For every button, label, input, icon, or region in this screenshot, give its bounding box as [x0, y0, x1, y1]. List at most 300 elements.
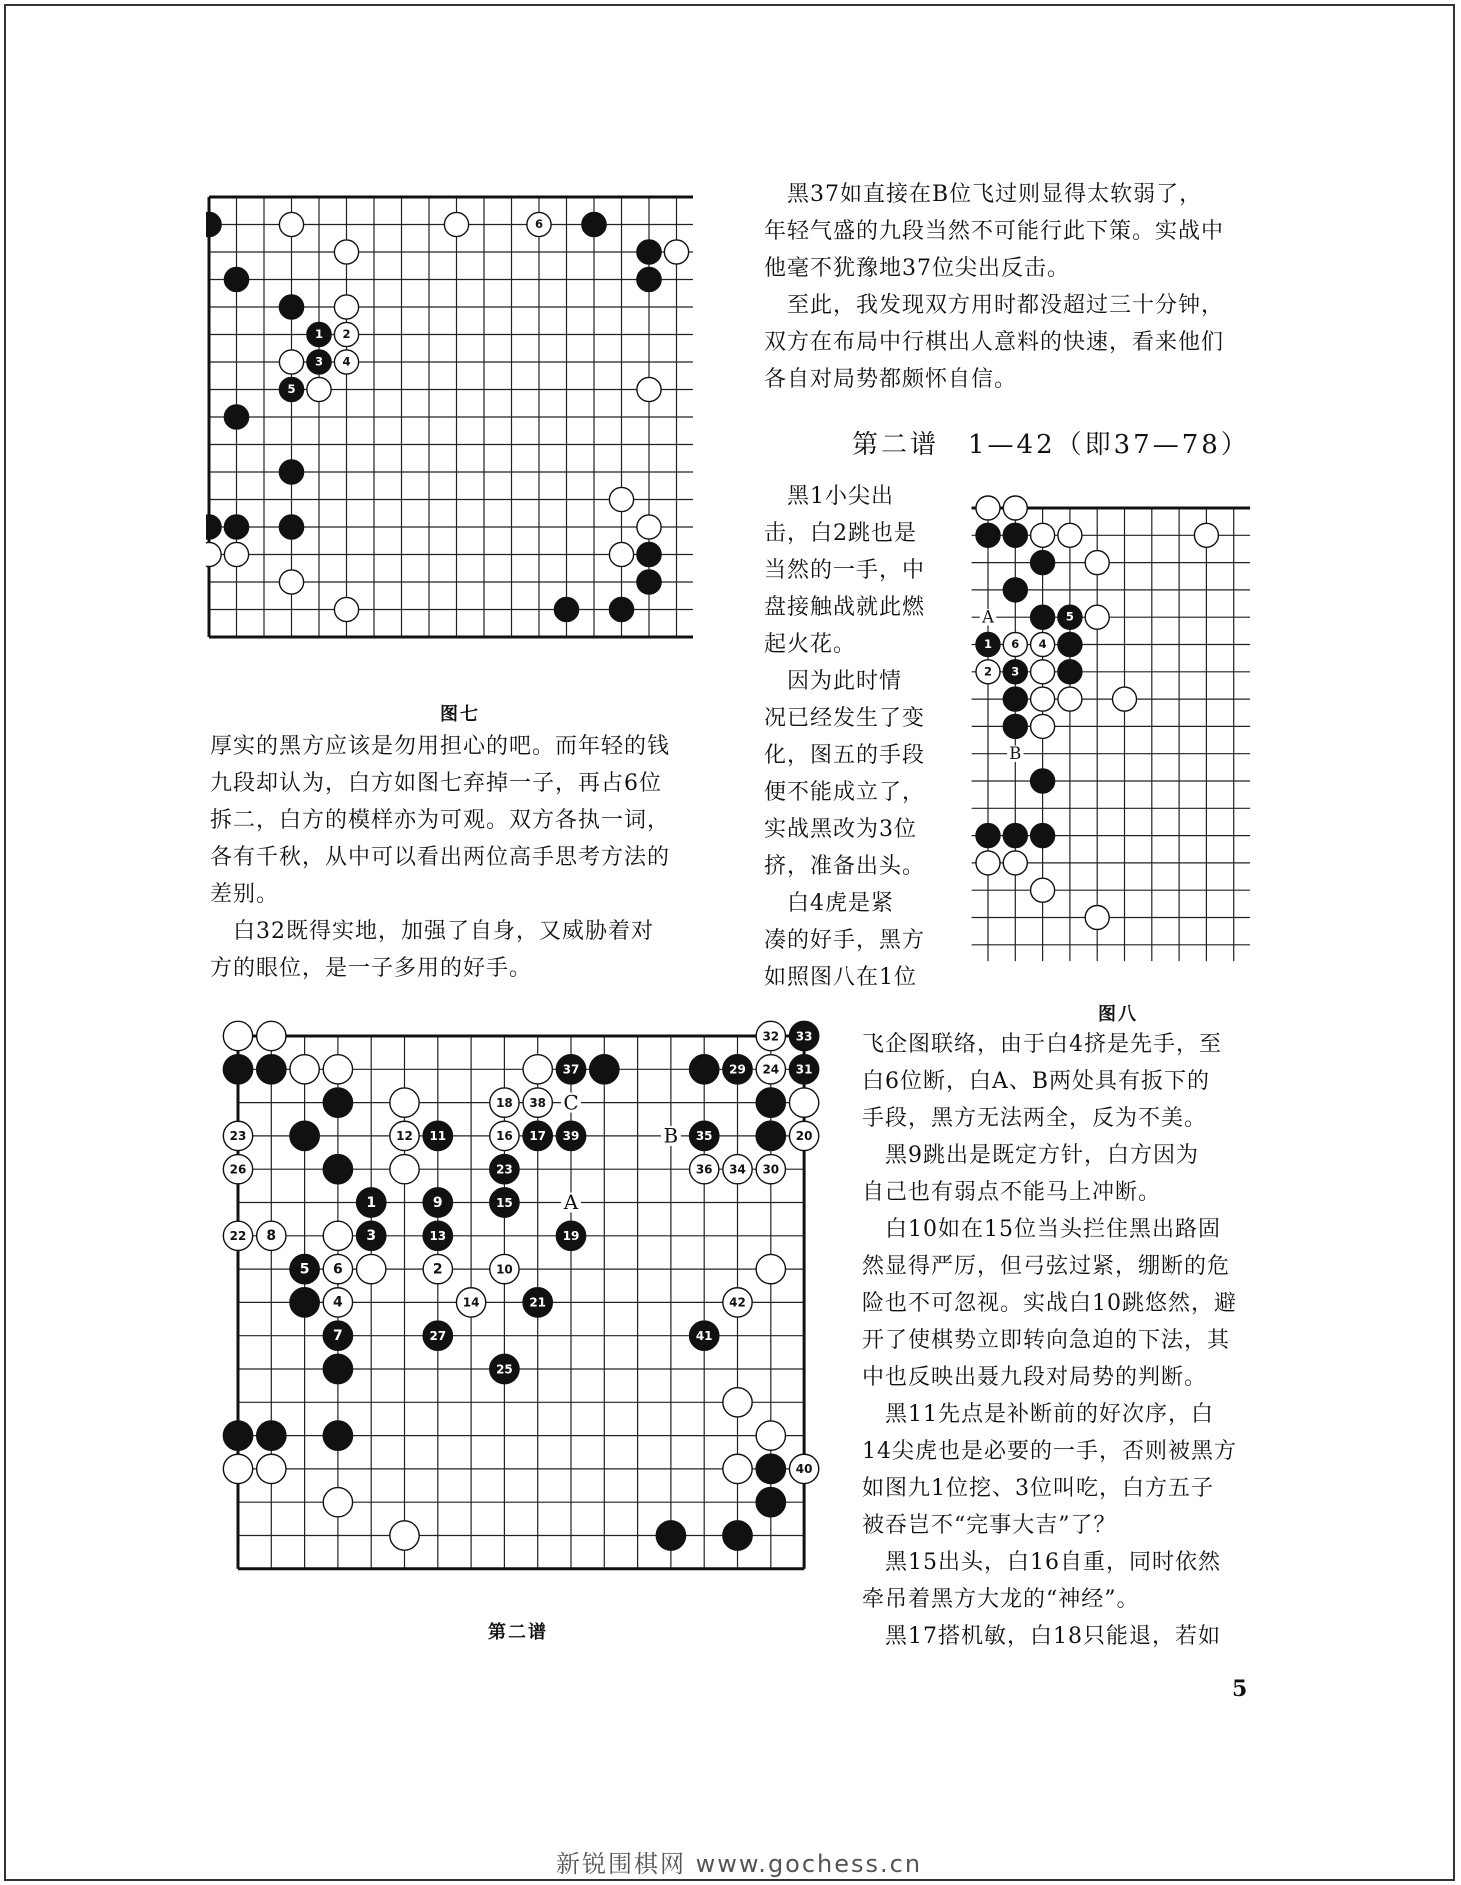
bottom-right-text-line: 14尖虎也是必要的一手，否则被黑方 [862, 1439, 1237, 1464]
move-number: 10 [496, 1262, 513, 1277]
bottom-right-text-line: 白6位断，白A、B两处具有扳下的 [862, 1069, 1211, 1094]
move-number: 7 [333, 1328, 343, 1345]
white-stone [223, 1021, 252, 1050]
black-stone [423, 1221, 452, 1250]
white-stone [723, 1288, 752, 1317]
mid-text-line: 黑1小尖出 [764, 484, 894, 509]
white-stone-disc [334, 295, 358, 319]
white-stone-disc [1031, 714, 1055, 738]
white-stone-disc [1085, 551, 1109, 575]
black-stone-disc [323, 1421, 352, 1450]
watermark: 新锐围棋网 www.gochess.cn [556, 1850, 923, 1878]
move-number: 42 [729, 1295, 746, 1310]
black-stone [1003, 824, 1027, 848]
black-stone [490, 1155, 519, 1184]
bottom-right-text-block [862, 1026, 1237, 1655]
white-stone [1003, 496, 1027, 520]
white-stone-disc [609, 487, 633, 511]
black-stone [637, 542, 661, 566]
white-stone [490, 1121, 519, 1150]
white-stone-disc [1058, 687, 1082, 711]
white-stone [223, 1155, 252, 1184]
page-number: 5 [1232, 1676, 1248, 1702]
white-stone [390, 1121, 419, 1150]
black-stone-disc [279, 515, 303, 539]
mid-text-line: 便不能成立了， [764, 780, 926, 805]
white-stone-disc [279, 350, 303, 374]
move-number: 2 [342, 327, 351, 342]
bottom-right-text-line: 黑17搭机敏，白18只能退，若如 [862, 1624, 1221, 1649]
black-stone [279, 460, 303, 484]
white-stone-disc [206, 542, 221, 566]
black-stone [279, 515, 303, 539]
white-stone [609, 542, 633, 566]
figure8-board [960, 486, 1260, 986]
white-stone [334, 322, 358, 346]
mid-text-line: 白4虎是紧 [764, 891, 894, 916]
move-number: 2 [984, 664, 992, 679]
white-stone [637, 377, 661, 401]
black-stone-disc [1058, 660, 1082, 684]
bottom-right-text-line: 被吞岂不“完事大吉”了？ [862, 1513, 1117, 1538]
black-stone-disc [976, 523, 1000, 547]
white-stone-disc [789, 1088, 818, 1117]
black-stone-disc [554, 597, 578, 621]
black-stone [756, 1454, 785, 1483]
white-stone [609, 487, 633, 511]
white-stone-disc [756, 1421, 785, 1450]
move-number: 8 [266, 1228, 277, 1245]
white-stone [723, 1155, 752, 1184]
black-stone-disc [257, 1421, 286, 1450]
white-stone [279, 570, 303, 594]
black-stone [223, 1055, 252, 1084]
black-stone-disc [1031, 551, 1055, 575]
white-stone-disc [637, 377, 661, 401]
black-stone-disc [637, 570, 661, 594]
black-stone [976, 523, 1000, 547]
top-right-text-line: 至此，我发现双方用时都没超过三十分钟， [764, 293, 1225, 318]
left-text-line: 方的眼位，是一子多用的好手。 [210, 956, 533, 981]
bottom-right-text-line: 白10如在15位当头拦住黑出路固 [862, 1217, 1221, 1242]
white-stone-disc [756, 1254, 785, 1283]
black-stone-disc [290, 1288, 319, 1317]
bottom-right-text-line: 牵吊着黑方大龙的“神经”。 [862, 1587, 1140, 1612]
black-stone [206, 515, 221, 539]
move-number: 33 [795, 1029, 813, 1044]
white-stone [334, 240, 358, 264]
point-letter-mark: A [563, 1190, 579, 1215]
white-stone [1194, 523, 1218, 547]
white-stone [390, 1155, 419, 1184]
move-number: 16 [496, 1129, 513, 1144]
mid-text-line: 起火花。 [764, 632, 857, 657]
left-text-line: 各有千秋，从中可以看出两位高手思考方法的 [210, 845, 671, 870]
white-stone [1031, 632, 1055, 656]
white-stone-disc [1003, 496, 1027, 520]
black-stone [582, 212, 606, 236]
move-number: 3 [314, 354, 324, 369]
white-stone [1031, 687, 1055, 711]
mid-text-line: 当然的一手，中 [764, 558, 926, 583]
white-stone-disc [976, 496, 1000, 520]
white-stone [756, 1021, 785, 1050]
black-stone [1031, 551, 1055, 575]
bottom-right-text-line: 自己也有弱点不能马上冲断。 [862, 1180, 1162, 1205]
move-number: 11 [429, 1129, 447, 1144]
black-stone-disc [323, 1354, 352, 1383]
white-stone-disc [323, 1488, 352, 1517]
left-text-line: 厚实的黑方应该是勿用担心的吧。而年轻的钱 [210, 734, 671, 759]
black-stone-disc [637, 542, 661, 566]
black-stone-disc [756, 1454, 785, 1483]
white-stone [290, 1055, 319, 1084]
white-stone-disc [664, 240, 688, 264]
top-right-text-line: 各自对局势都颇怀自信。 [764, 367, 1018, 392]
black-stone [1058, 660, 1082, 684]
black-stone [1003, 714, 1027, 738]
black-stone-disc [223, 1421, 252, 1450]
white-stone [1112, 687, 1136, 711]
white-stone [323, 1488, 352, 1517]
point-letter-mark: B [1009, 744, 1022, 764]
move-number: 20 [795, 1129, 813, 1144]
black-stone [357, 1221, 386, 1250]
black-stone-disc [637, 267, 661, 291]
white-stone [257, 1454, 286, 1483]
white-stone-disc [1003, 851, 1027, 875]
black-stone [723, 1521, 752, 1550]
black-stone-disc [279, 295, 303, 319]
move-number: 4 [1038, 637, 1047, 652]
white-stone [323, 1254, 352, 1283]
white-stone-disc [390, 1088, 419, 1117]
move-number: 23 [229, 1129, 247, 1144]
black-stone [1058, 605, 1082, 629]
move-number: 39 [562, 1129, 580, 1144]
black-stone [690, 1121, 719, 1150]
move-number: 18 [496, 1095, 513, 1110]
move-number: 4 [342, 354, 351, 369]
bottom-right-text-line: 飞企图联络，由于白4挤是先手，至 [862, 1032, 1222, 1057]
white-stone [976, 496, 1000, 520]
move-number: 25 [496, 1362, 513, 1377]
black-stone [523, 1288, 552, 1317]
white-stone [723, 1454, 752, 1483]
black-stone-disc [723, 1521, 752, 1550]
move-number: 34 [729, 1162, 746, 1177]
white-stone [523, 1088, 552, 1117]
black-stone-disc [1003, 714, 1027, 738]
white-stone-disc [279, 212, 303, 236]
black-stone [556, 1121, 585, 1150]
black-stone-disc [582, 212, 606, 236]
white-stone-disc [257, 1021, 286, 1050]
top-right-text-block [764, 176, 1224, 398]
white-stone [490, 1088, 519, 1117]
move-number: 13 [429, 1229, 447, 1244]
mid-text-line: 因为此时情 [764, 669, 903, 694]
black-stone-disc [756, 1121, 785, 1150]
move-number: 27 [429, 1329, 447, 1344]
black-stone [224, 515, 248, 539]
black-stone [756, 1088, 785, 1117]
black-stone [723, 1055, 752, 1084]
black-stone [257, 1421, 286, 1450]
white-stone [456, 1288, 485, 1317]
white-stone-disc [290, 1055, 319, 1084]
white-stone-disc [323, 1221, 352, 1250]
black-stone [1031, 605, 1055, 629]
white-stone-disc [307, 377, 331, 401]
black-stone [690, 1321, 719, 1350]
white-stone [976, 660, 1000, 684]
black-stone [637, 240, 661, 264]
white-stone [1003, 632, 1027, 656]
white-stone-disc [334, 240, 358, 264]
white-stone [1085, 905, 1109, 929]
white-stone-disc [357, 1254, 386, 1283]
black-stone [323, 1088, 352, 1117]
black-stone [423, 1321, 452, 1350]
black-stone [609, 597, 633, 621]
white-stone [323, 1288, 352, 1317]
white-stone [789, 1121, 818, 1150]
black-stone [1031, 824, 1055, 848]
top-right-text-line: 他毫不犹豫地37位尖出反击。 [764, 256, 1070, 281]
black-stone-disc [1003, 687, 1027, 711]
move-number: 17 [529, 1129, 547, 1144]
white-stone-disc [1085, 605, 1109, 629]
black-stone-disc [656, 1521, 685, 1550]
black-stone-disc [1031, 605, 1055, 629]
black-stone-disc [323, 1088, 352, 1117]
left-text-line: 拆二，白方的模样亦为可观。双方各执一词， [210, 808, 671, 833]
move-number: 24 [762, 1062, 780, 1077]
move-number: 2 [432, 1261, 443, 1278]
move-number: 1 [314, 327, 324, 342]
move-number: 15 [496, 1195, 513, 1210]
black-stone-disc [224, 515, 248, 539]
white-stone [423, 1254, 452, 1283]
move-number: 29 [729, 1062, 746, 1077]
black-stone-disc [323, 1155, 352, 1184]
white-stone [756, 1155, 785, 1184]
left-text-line: 白32既得实地，加强了自身，又威胁着对 [210, 919, 654, 944]
white-stone [1003, 851, 1027, 875]
black-stone [556, 1221, 585, 1250]
white-stone [637, 515, 661, 539]
move-number: 3 [366, 1228, 377, 1245]
move-number: 5 [1065, 609, 1074, 624]
black-stone [290, 1288, 319, 1317]
white-stone-disc [224, 542, 248, 566]
black-stone [656, 1521, 685, 1550]
white-stone [756, 1421, 785, 1450]
move-number: 21 [529, 1295, 547, 1310]
black-stone-disc [976, 824, 1000, 848]
black-stone-disc [1003, 578, 1027, 602]
white-stone [976, 851, 1000, 875]
move-number: 35 [695, 1129, 713, 1144]
black-stone [637, 570, 661, 594]
white-stone [307, 377, 331, 401]
mid-text-line: 如照图八在1位 [764, 965, 917, 990]
black-stone [690, 1055, 719, 1084]
bottom-right-text-line: 然显得严厉，但弓弦过紧，绷断的危 [862, 1254, 1231, 1279]
white-stone-disc [1031, 660, 1055, 684]
move-number: 32 [762, 1029, 780, 1044]
black-stone-disc [1031, 824, 1055, 848]
move-number: 6 [534, 217, 544, 232]
black-stone [756, 1488, 785, 1517]
black-stone [323, 1354, 352, 1383]
white-stone-disc [723, 1388, 752, 1417]
black-stone [279, 295, 303, 319]
black-stone-disc [637, 240, 661, 264]
move-number: 5 [287, 382, 296, 397]
black-stone [976, 824, 1000, 848]
move-number: 1 [366, 1194, 377, 1211]
white-stone [1058, 523, 1082, 547]
white-stone-disc [279, 570, 303, 594]
black-stone [490, 1354, 519, 1383]
move-number: 37 [562, 1062, 580, 1077]
move-number: 23 [496, 1162, 513, 1177]
black-stone-disc [290, 1121, 319, 1150]
black-stone [590, 1055, 619, 1084]
white-stone [1031, 523, 1055, 547]
black-stone-disc [690, 1055, 719, 1084]
white-stone [1031, 714, 1055, 738]
white-stone-disc [334, 597, 358, 621]
white-stone [224, 542, 248, 566]
bottom-right-text-line: 手段，黑方无法两全，反为不美。 [862, 1106, 1208, 1131]
white-stone-disc [257, 1454, 286, 1483]
white-stone [1085, 605, 1109, 629]
white-stone [223, 1221, 252, 1250]
move-number: 9 [432, 1194, 443, 1211]
black-stone-disc [1058, 632, 1082, 656]
black-stone-disc [756, 1088, 785, 1117]
white-stone [1058, 687, 1082, 711]
bottom-right-text-line: 黑15出头，白16自重，同时依然 [862, 1550, 1221, 1575]
section-title: 第二谱 1—42（即37—78） [852, 430, 1250, 460]
black-stone-disc [206, 212, 221, 236]
black-stone-disc [224, 267, 248, 291]
point-letter-mark: C [563, 1090, 579, 1115]
black-stone [290, 1254, 319, 1283]
black-stone [307, 350, 331, 374]
black-stone [423, 1121, 452, 1150]
white-stone [1085, 551, 1109, 575]
bottom-right-text-line: 黑9跳出是既定方针，白方因为 [862, 1143, 1199, 1168]
figure8-caption: 图八 [1098, 1004, 1138, 1025]
left-text-line: 差别。 [210, 882, 280, 907]
black-stone [323, 1321, 352, 1350]
white-stone-disc [1031, 878, 1055, 902]
black-stone [357, 1188, 386, 1217]
white-stone [257, 1221, 286, 1250]
white-stone-disc [637, 515, 661, 539]
move-number: 38 [529, 1095, 547, 1110]
white-stone [664, 240, 688, 264]
white-stone [357, 1254, 386, 1283]
white-stone-disc [976, 851, 1000, 875]
black-stone [423, 1188, 452, 1217]
white-stone [323, 1221, 352, 1250]
white-stone [206, 542, 221, 566]
white-stone [223, 1454, 252, 1483]
move-number: 36 [695, 1162, 713, 1177]
figure7-caption: 图七 [440, 704, 480, 725]
black-stone [279, 377, 303, 401]
black-stone-disc [1003, 824, 1027, 848]
move-number: 26 [229, 1162, 247, 1177]
white-stone-disc [1058, 523, 1082, 547]
white-stone [527, 212, 551, 236]
point-letter-mark: B [663, 1123, 679, 1148]
white-stone [789, 1088, 818, 1117]
left-text-line: 九段却认为，白方如图七弃掉一子，再占6位 [210, 771, 662, 796]
left-text-block [210, 728, 670, 987]
black-stone [1003, 660, 1027, 684]
black-stone [323, 1421, 352, 1450]
black-stone [290, 1121, 319, 1150]
white-stone [756, 1254, 785, 1283]
mid-text-line: 况已经发生了变 [764, 706, 926, 731]
black-stone [223, 1421, 252, 1450]
white-stone-disc [390, 1521, 419, 1550]
black-stone [789, 1055, 818, 1084]
white-stone-disc [1112, 687, 1136, 711]
black-stone-disc [206, 515, 221, 539]
white-stone [334, 597, 358, 621]
white-stone-disc [1031, 687, 1055, 711]
mid-text-line: 盘接触战就此燃 [764, 595, 926, 620]
black-stone [323, 1155, 352, 1184]
white-stone [490, 1254, 519, 1283]
black-stone [556, 1055, 585, 1084]
white-stone [257, 1021, 286, 1050]
black-stone [523, 1121, 552, 1150]
black-stone [554, 597, 578, 621]
white-stone [523, 1055, 552, 1084]
black-stone-disc [224, 405, 248, 429]
black-stone-disc [609, 597, 633, 621]
black-stone [224, 267, 248, 291]
white-stone [789, 1454, 818, 1483]
white-stone-disc [1031, 523, 1055, 547]
white-stone [1031, 878, 1055, 902]
black-stone-disc [1031, 769, 1055, 793]
record2-caption: 第二谱 [488, 1622, 548, 1643]
mid-text-line: 化，图五的手段 [764, 743, 926, 768]
move-number: 14 [462, 1295, 480, 1310]
black-stone-disc [279, 460, 303, 484]
black-stone [307, 322, 331, 346]
bottom-right-text-line: 险也不可忽视。实战白10跳悠然，避 [862, 1291, 1237, 1316]
white-stone [390, 1521, 419, 1550]
top-right-text-line: 年轻气盛的九段当然不可能行此下策。实战中 [764, 219, 1225, 244]
move-number: 3 [1011, 664, 1020, 679]
mid-text-line: 实战黑改为3位 [764, 817, 917, 842]
bottom-right-text-line: 如图九1位挖、3位叫吃，白方五子 [862, 1476, 1214, 1501]
top-right-text-line: 黑37如直接在B位飞过则显得太软弱了， [764, 182, 1203, 207]
black-stone [1003, 578, 1027, 602]
bottom-right-text-line: 开了使棋势立即转向急迫的下法，其 [862, 1328, 1231, 1353]
record2-board [204, 1006, 824, 1614]
